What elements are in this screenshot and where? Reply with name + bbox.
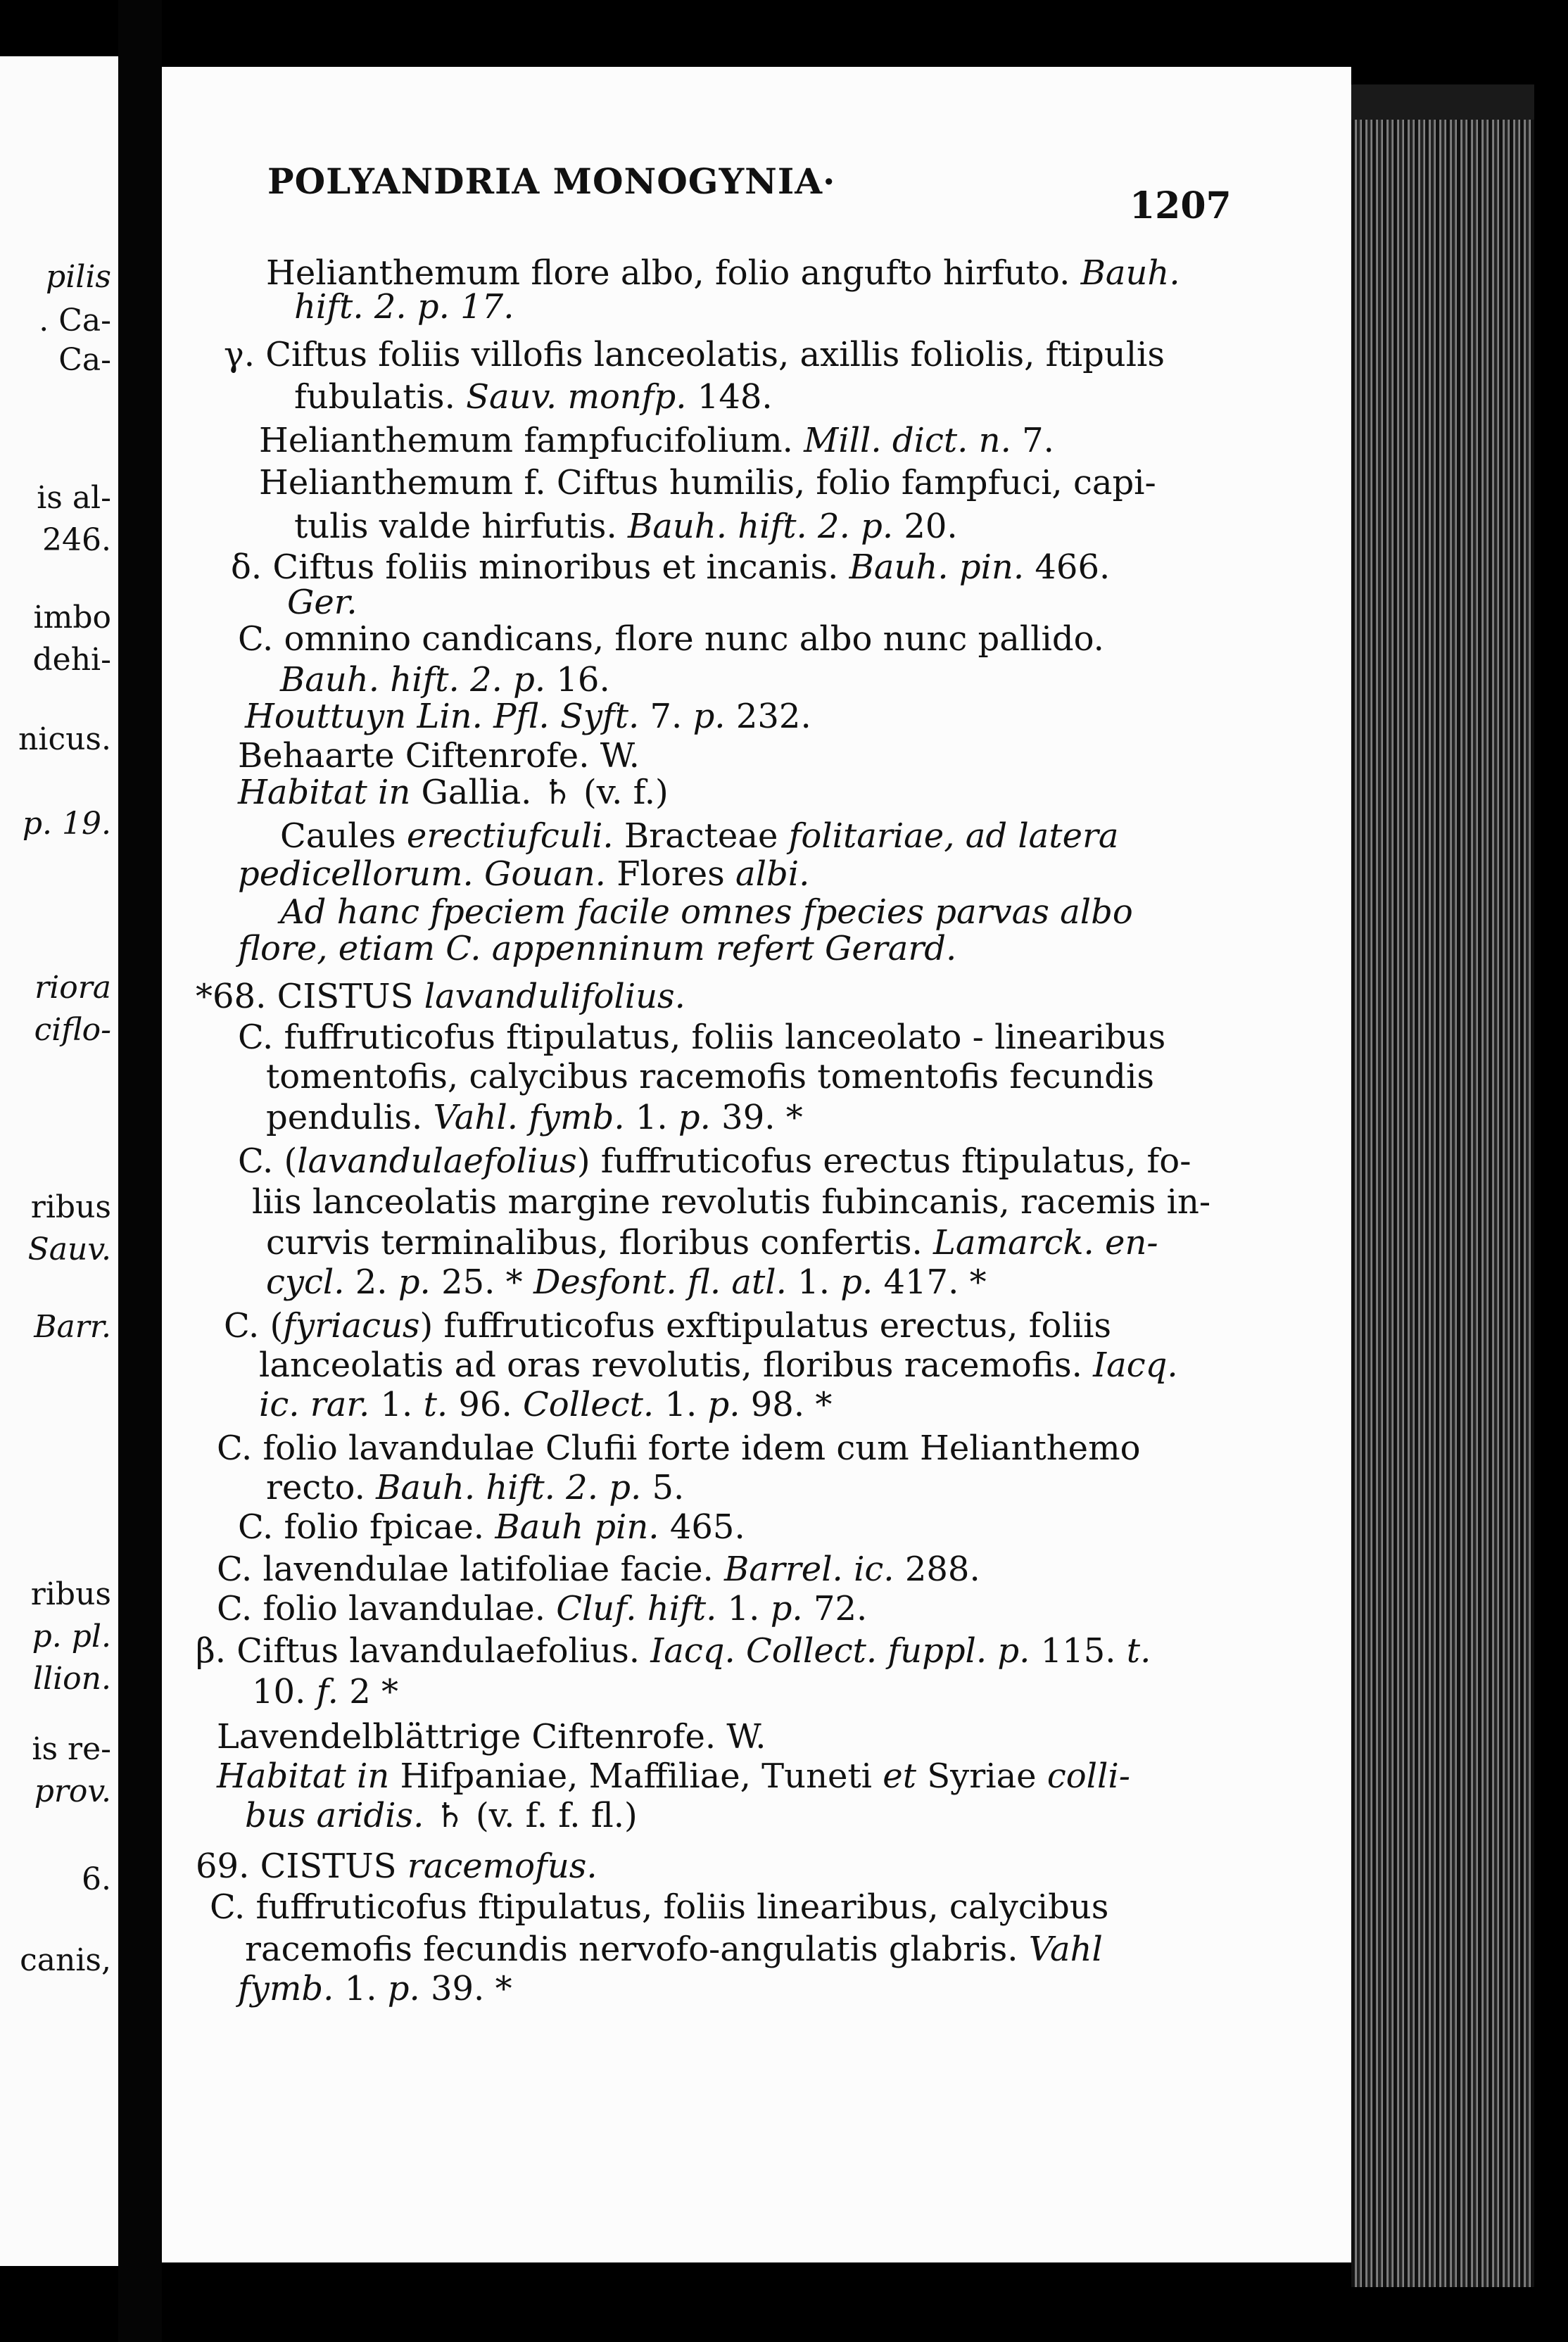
roman-run: C. (: [238, 1141, 298, 1181]
italic-run: fymb.: [238, 1969, 334, 2008]
margin-fragment: ciflo-: [34, 1012, 111, 1048]
roman-run: Syriae: [927, 1756, 1037, 1796]
roman-run: C. omnino candicans, flore nunc albo nunc pallido.: [238, 619, 1104, 659]
italic-run: erectiufculi.: [406, 816, 614, 856]
italic-run: et: [883, 1756, 916, 1796]
page-edges: [1351, 120, 1534, 2287]
text-line: [259, 1385, 832, 1424]
text-line: [224, 1306, 1111, 1346]
italic-run: Lamarck. en-: [932, 1223, 1158, 1262]
roman-run: Lavendelblättrige Ciftenrofe. W.: [217, 1717, 766, 1756]
text-line: [294, 287, 514, 327]
text-line: [217, 1589, 867, 1628]
roman-run: 96.: [458, 1385, 512, 1424]
italic-run: Desfont. fl. atl.: [533, 1262, 787, 1302]
margin-fragment: Ca-: [58, 342, 111, 378]
italic-run: Cluf. hift.: [556, 1589, 717, 1628]
roman-run: 2 *: [349, 1672, 398, 1711]
text-line: [245, 1796, 638, 1835]
margin-fragment: ribus: [30, 1576, 111, 1612]
text-line: [231, 547, 1110, 587]
roman-run: 148.: [697, 377, 773, 417]
roman-run: C. fuffruticofus ftipulatus, foliis lanceolato - linearibus: [238, 1018, 1166, 1057]
roman-run: 25. *: [441, 1262, 523, 1302]
italic-run: Iacq.: [1093, 1346, 1178, 1385]
text-line: [259, 421, 1054, 460]
roman-run: ) fuffruticofus exftipulatus erectus, foliis: [419, 1306, 1112, 1346]
text-line: [245, 697, 811, 736]
roman-run: tomentofis, calycibus racemofis tomentofis fecundis: [266, 1057, 1154, 1096]
text-line: [245, 1930, 1103, 1969]
roman-run: 1.: [635, 1098, 668, 1137]
italic-run: lavandulifolius.: [424, 977, 685, 1016]
roman-run: 1.: [664, 1385, 697, 1424]
text-line: [266, 1262, 987, 1302]
margin-fragment: . Ca-: [39, 303, 111, 338]
book-gutter: [118, 0, 162, 2342]
italic-run: bus aridis.: [245, 1796, 424, 1835]
text-line: [259, 1346, 1178, 1385]
italic-run: Ad hanc fpeciem facile omnes fpecies parvas albo: [280, 892, 1133, 932]
roman-run: curvis terminalibus, floribus confertis.: [266, 1223, 923, 1262]
running-head: POLYANDRIA MONOGYNIA·: [267, 160, 836, 202]
italic-run: p.: [398, 1262, 431, 1302]
text-line: [238, 929, 956, 968]
roman-run: C. (: [224, 1306, 284, 1346]
roman-run: 1.: [344, 1969, 377, 2008]
italic-run: folitariae, ad latera: [788, 816, 1119, 856]
roman-run: 466.: [1035, 547, 1111, 587]
roman-run: 417. *: [883, 1262, 987, 1302]
italic-run: p.: [693, 697, 726, 736]
roman-run: C. folio lavandulae Clufii forte idem cum Helianthemo: [217, 1429, 1141, 1468]
italic-run: Collect.: [523, 1385, 655, 1424]
text-line: [224, 335, 1165, 374]
roman-run: 39. *: [430, 1969, 512, 2008]
text-line: [217, 1756, 1130, 1796]
italic-run: Bauh.: [1080, 253, 1180, 293]
roman-run: Helianthemum f. Ciftus humilis, folio fampfuci, capi-: [259, 463, 1156, 502]
roman-run: 10.: [252, 1672, 306, 1711]
italic-run: Vahl: [1028, 1930, 1103, 1969]
roman-run: 7.: [1022, 421, 1054, 460]
text-line: [238, 773, 669, 812]
text-line: [238, 854, 809, 894]
italic-run: lavandulaefolius: [297, 1141, 577, 1181]
italic-run: p.: [770, 1589, 803, 1628]
roman-run: racemofis fecundis nervofo-angulatis glabris.: [245, 1930, 1018, 1969]
italic-run: pedicellorum. Gouan.: [238, 854, 606, 894]
roman-run: lanceolatis ad oras revolutis, floribus racemofis.: [259, 1346, 1082, 1385]
roman-run: Hifpaniae, Maffiliae, Tuneti: [400, 1756, 873, 1796]
roman-run: 98. *: [750, 1385, 833, 1424]
italic-run: flore, etiam C. appenninum refert Gerard.: [238, 929, 957, 968]
roman-run: Bracteae: [624, 816, 778, 856]
margin-fragment: pilis: [46, 259, 111, 295]
text-line: [238, 1969, 512, 2008]
margin-fragment: llion.: [32, 1661, 111, 1697]
italic-run: Ger.: [287, 583, 358, 622]
text-line: [280, 816, 1119, 856]
roman-run: 20.: [904, 507, 958, 546]
roman-run: *68. CISTUS: [196, 977, 414, 1016]
margin-fragment: imbo: [33, 600, 111, 635]
roman-run: liis lanceolatis margine revolutis fubincanis, racemis in-: [252, 1182, 1211, 1222]
roman-run: C. folio lavandulae.: [217, 1589, 545, 1628]
margin-fragment: p. pl.: [32, 1619, 111, 1654]
roman-run: 2.: [355, 1262, 388, 1302]
text-line: [238, 1141, 1191, 1181]
margin-fragment: ribus: [30, 1189, 111, 1225]
italic-run: colli-: [1047, 1756, 1130, 1796]
roman-run: Flores: [617, 854, 725, 894]
roman-run: pendulis.: [266, 1098, 423, 1137]
roman-run: β. Ciftus lavandulaefolius.: [196, 1631, 640, 1671]
italic-run: t.: [1126, 1631, 1151, 1671]
roman-run: Helianthemum fampfucifolium.: [259, 421, 793, 460]
italic-run: Houttuyn Lin. Pfl. Syft.: [245, 697, 640, 736]
facing-page-fragment: [0, 56, 118, 2266]
roman-run: 1.: [380, 1385, 413, 1424]
text-line: [266, 1468, 684, 1507]
text-line: [294, 377, 773, 417]
italic-run: p.: [840, 1262, 873, 1302]
text-line: [238, 619, 1104, 659]
italic-run: Habitat in: [238, 773, 411, 812]
text-line: [238, 1507, 745, 1547]
text-line: [196, 977, 685, 1016]
roman-run: 1.: [797, 1262, 830, 1302]
text-line: [280, 892, 1133, 932]
text-line: [280, 660, 610, 700]
roman-run: 288.: [904, 1550, 980, 1589]
text-line: [238, 736, 640, 776]
text-line: [196, 1847, 598, 1886]
text-line: [287, 583, 358, 622]
roman-run: C. folio fpicae.: [238, 1507, 485, 1547]
italic-run: Iacq. Collect. fuppl. p.: [650, 1631, 1030, 1671]
text-line: [266, 1057, 1154, 1096]
roman-run: tulis valde hirfutis.: [294, 507, 617, 546]
roman-run: 69. CISTUS: [196, 1847, 397, 1886]
italic-run: racemofus.: [407, 1847, 598, 1886]
roman-run: 465.: [669, 1507, 745, 1547]
roman-run: 232.: [735, 697, 811, 736]
roman-run: 115.: [1040, 1631, 1116, 1671]
italic-run: albi.: [735, 854, 810, 894]
roman-run: C. lavendulae latifoliae facie.: [217, 1550, 714, 1589]
margin-fragment: riora: [34, 970, 111, 1006]
roman-run: Helianthemum flore albo, folio angufto hirfuto.: [266, 253, 1070, 293]
margin-fragment: Sauv.: [27, 1232, 111, 1267]
text-line: [252, 1182, 1210, 1222]
roman-run: 16.: [556, 660, 610, 700]
roman-run: δ. Ciftus foliis minoribus et incanis.: [231, 547, 839, 587]
italic-run: cycl.: [266, 1262, 345, 1302]
margin-fragment: 246.: [42, 522, 111, 558]
italic-run: Bauh. pin.: [849, 547, 1025, 587]
roman-run: 7.: [650, 697, 683, 736]
roman-run: ) fuffruticofus erectus ftipulatus, fo-: [576, 1141, 1191, 1181]
margin-fragment: dehi-: [32, 642, 111, 678]
roman-run: γ. Ciftus foliis villofis lanceolatis, axillis foliolis, ftipulis: [224, 335, 1165, 374]
roman-run: Behaarte Ciftenrofe. W.: [238, 736, 640, 776]
roman-run: 72.: [813, 1589, 868, 1628]
roman-run: recto.: [266, 1468, 365, 1507]
italic-run: hift. 2. p. 17.: [294, 287, 514, 327]
roman-run: ♄ (v. f. f. fl.): [434, 1796, 638, 1835]
roman-run: C. fuffruticofus ftipulatus, foliis linearibus, calycibus: [210, 1887, 1109, 1927]
margin-fragment: is al-: [37, 480, 111, 516]
text-line: [210, 1887, 1108, 1927]
text-line: [266, 1098, 803, 1137]
text-line: [238, 1018, 1165, 1057]
italic-run: Bauh. hift. 2. p.: [376, 1468, 642, 1507]
roman-run: Gallia. ♄ (v. f.): [421, 773, 669, 812]
italic-run: fyriacus: [283, 1306, 420, 1346]
text-line: [266, 1223, 1158, 1262]
page-number: 1207: [1130, 184, 1232, 227]
italic-run: Mill. dict. n.: [804, 421, 1011, 460]
text-line: [294, 507, 958, 546]
roman-run: Caules: [280, 816, 396, 856]
text-line: [217, 1550, 980, 1589]
italic-run: Habitat in: [217, 1756, 390, 1796]
margin-fragment: 6.: [82, 1861, 111, 1897]
margin-fragment: prov.: [34, 1773, 111, 1809]
roman-run: 5.: [652, 1468, 685, 1507]
text-line: [217, 1717, 766, 1756]
italic-run: f.: [316, 1672, 339, 1711]
italic-run: Barrel. ic.: [724, 1550, 894, 1589]
roman-run: 39. *: [721, 1098, 803, 1137]
italic-run: p.: [707, 1385, 740, 1424]
margin-fragment: canis,: [20, 1942, 111, 1978]
text-line: [196, 1631, 1151, 1671]
text-line: [252, 1672, 398, 1711]
text-line: [217, 1429, 1140, 1468]
margin-fragment: p. 19.: [22, 806, 111, 842]
italic-run: Vahl. fymb.: [433, 1098, 625, 1137]
roman-run: fubulatis.: [294, 377, 455, 417]
text-line: [259, 463, 1156, 502]
italic-run: t.: [423, 1385, 448, 1424]
roman-run: 1.: [727, 1589, 760, 1628]
italic-run: Bauh. hift. 2. p.: [280, 660, 546, 700]
margin-fragment: Barr.: [34, 1309, 111, 1345]
italic-run: ic. rar.: [259, 1385, 370, 1424]
italic-run: Bauh pin.: [495, 1507, 659, 1547]
margin-fragment: is re-: [32, 1731, 111, 1767]
margin-fragment: nicus.: [18, 721, 111, 757]
italic-run: Bauh. hift. 2. p.: [627, 507, 894, 546]
italic-run: p.: [387, 1969, 420, 2008]
italic-run: Sauv. monfp.: [466, 377, 687, 417]
italic-run: p.: [678, 1098, 711, 1137]
